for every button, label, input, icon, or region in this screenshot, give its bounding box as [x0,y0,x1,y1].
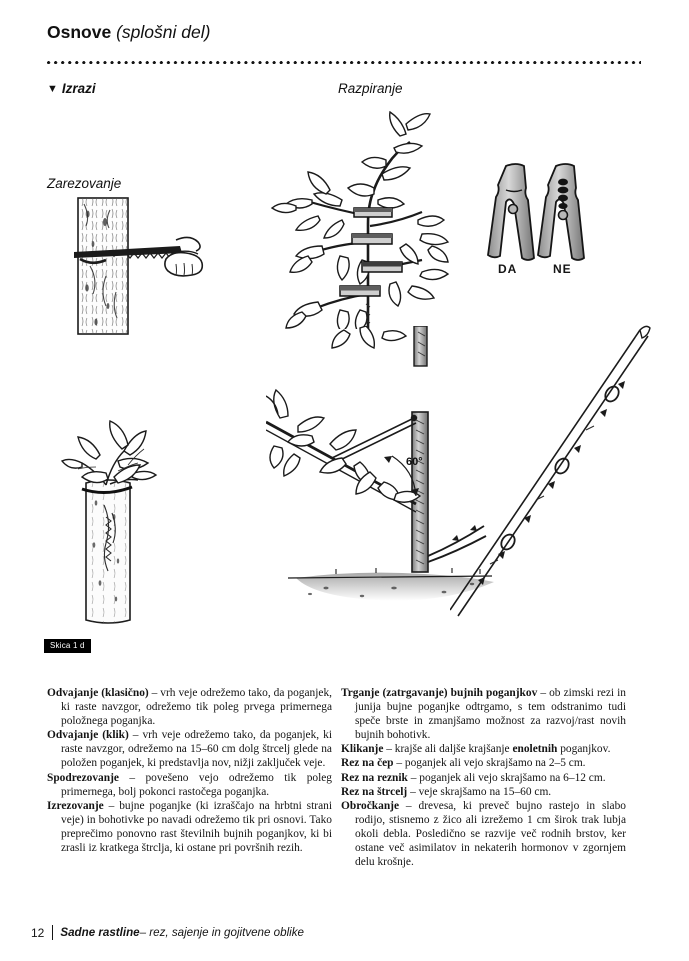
definition-term: Izrezovanje [47,799,104,812]
illustration-notching-trunk [60,196,230,336]
definition-entry [47,728,332,770]
illustration-sprouting-stub [56,385,216,630]
definition-term: Obročkanje [341,799,400,812]
page-number: 12 [31,925,45,940]
definition-entry [341,785,626,799]
definition-entry [47,771,332,799]
definition-text: – poganjek ali vejo skrajšamo na 6–12 cm. [407,771,606,784]
definition-text: – ob zimski rezi in junija bujne poganjke odtrgamo, s tem odstranimo tudi speče brste in zmanjšamo možnost za razvoj/rast novih bujnih bohotivk. [355,687,626,742]
page-header [47,22,210,43]
definition-text: – vrh veje odrežemo tako, da poganjek, ki raste navzgor, odrežemo tik poleg prvega primernega položnega poganjka. [61,687,332,728]
definition-entry [341,756,626,770]
definition-text: – krajše ali daljše krajšanje [383,743,513,756]
definition-entry [341,686,626,742]
definition-term: Odvajanje (klik) [47,729,129,742]
definition-term: Rez na štrcelj [341,785,408,798]
illustration-branch-spreading-clothespins [256,104,466,329]
definition-text: – drevesa, ki preveč bujno rastejo in slabo rodijo, stisnemo z žico ali izrežemo 1 cm širok trak lubja okoli debla. Posledično se razvije več rodnih brstov, ker ostane več asimilatov in nekaterih hormonov v zgornjem delu krošnje. [355,799,626,869]
definition-column-right [341,686,626,869]
footer-book-title: Sadne rastline [60,926,140,939]
definition-entry [341,799,626,869]
definition-term: Rez na reznik [341,771,408,784]
definition-term: Odvajanje (klasično) [47,687,149,699]
definition-term: Rez na čep [341,757,394,770]
definition-text: – veje skrajšamo na 15–60 cm. [407,785,552,798]
definition-text: – vrh veje odrežemo tako, da poganjek, ki raste navzgor, odrežemo na 15–60 cm dolg štrcelj glede na položen poganjek, ki predstavlja nov, nižji zaključek veje. [61,729,332,770]
section-label-razpiranje: Razpiranje [338,81,403,96]
definition-entry [47,686,332,728]
definition-column-left [47,686,332,855]
definition-entry [341,771,626,785]
definition-term: Klikanje [341,743,384,756]
definition-term: Trganje (zatrgavanje) bujnih poganjkov [341,687,538,699]
definition-term-emphasis: enoletnih [512,743,558,756]
header-dotted-divider [47,61,641,65]
definition-text-cont: poganjkov. [557,743,611,756]
footer-subtitle: – rez, sajenje in gojitvene oblike [139,926,304,939]
definition-entry [47,799,332,855]
header-title-italic: (splošni del) [116,22,211,42]
triangle-down-icon: ▼ [47,83,58,95]
section-label-izrazi-text: Izrazi [61,81,96,96]
section-label-izrazi [47,81,96,96]
section-label-zarezovanje: Zarezovanje [47,176,122,191]
angle-label-60: 60° [406,456,423,468]
definition-text: – bujne poganjke (ki izraščajo na hrbtni strani veje) in bohotivke po navadi odrežemo tik pri osnovi. Tako preprečimo ponovno rast številnih bujnih poganjkov, ki bi zrasli iz kratkega štrclja, ki ostane pri površnih rezih. [61,799,332,855]
definition-text: – poganjek ali vejo skrajšamo na 2–5 cm. [393,757,586,770]
clothespin-label-ne: NE [553,262,572,276]
clothespin-label-da: DA [498,262,518,276]
definition-entry [341,742,626,756]
page-footer [31,925,304,940]
footer-divider [52,925,53,940]
definition-text: – povešeno vejo odrežemo tik poleg primernega, bolj pokonci rastočega poganjka. [61,771,332,798]
definition-term: Spodrezovanje [47,771,119,784]
illustration-diagonal-branch [450,318,665,618]
header-title-bold: Osnove [47,22,112,42]
figure-caption-tag: Skica 1 d [44,639,91,653]
